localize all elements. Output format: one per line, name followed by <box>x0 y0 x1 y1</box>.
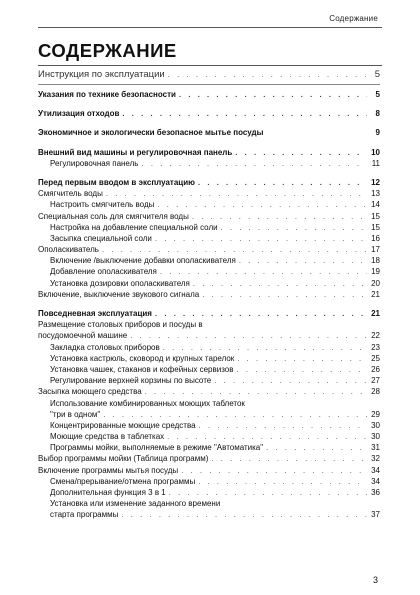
toc-entry-page: 13 <box>371 189 380 199</box>
header-rule <box>38 27 382 28</box>
toc-entry-page: 25 <box>371 353 380 363</box>
toc-entry-title: Настройка на добавление специальной соли <box>50 222 218 232</box>
toc-entry-title: Использование комбинированных моющих таблеток <box>50 398 245 408</box>
title-rule <box>38 65 382 66</box>
toc-entry-page: 30 <box>371 420 380 430</box>
toc-entry-title: Перед первым вводом в эксплуатацию <box>38 177 195 187</box>
toc-leader-dots <box>155 308 367 319</box>
toc-entry-title: Установка кастрюль, сковород и крупных тарелок <box>50 353 235 363</box>
toc-leader-dots <box>169 487 367 498</box>
toc-entry[interactable] <box>38 442 380 453</box>
toc-entry[interactable] <box>38 177 380 188</box>
toc-entry-title: Включение /выключение добавки ополаскивателя <box>50 256 236 266</box>
toc-leader-dots <box>198 476 367 487</box>
toc-entry-title: Внешний вид машины и регулировочная панель <box>38 147 233 157</box>
toc-entry-title: старта программы <box>50 510 119 520</box>
toc-entry-page: 27 <box>371 376 380 386</box>
toc-leader-dots <box>106 188 367 199</box>
toc-entry-title: Специальная соль для смягчителя воды <box>38 211 189 221</box>
toc-entry[interactable] <box>38 375 380 386</box>
toc-leader-dots <box>211 453 367 464</box>
toc-entry-title: Экономичное и экологически безопасное мытье посуды <box>38 128 264 138</box>
toc-entry-page: 29 <box>371 409 380 419</box>
toc-entry[interactable] <box>38 68 380 81</box>
toc-entry[interactable] <box>38 233 380 244</box>
toc-entry-title: Концентрированные моющие средства <box>50 420 196 430</box>
toc-entry-page: 18 <box>371 256 380 266</box>
toc-entry-title: Утилизация отходов <box>38 109 120 119</box>
toc-entry-page: 5 <box>374 69 380 80</box>
toc-entry[interactable] <box>38 244 380 255</box>
toc-entry-page: 31 <box>371 443 380 453</box>
toc-entry-page: 26 <box>371 364 380 374</box>
toc-entry-title: Добавление ополаскивателя <box>50 267 157 277</box>
toc-entry[interactable] <box>38 158 380 169</box>
toc-leader-dots <box>122 108 367 119</box>
toc-entry-page: 11 <box>371 158 380 168</box>
toc-entry-title: Моющие средства в таблетках <box>50 432 165 442</box>
toc-leader-dots <box>163 342 367 353</box>
toc-entry-title: Дополнительная функция 3 в 1 <box>50 488 166 497</box>
toc-entry-page: 14 <box>371 200 380 210</box>
toc-entry[interactable] <box>38 330 380 341</box>
toc-entry-title: Настроить смягчитель воды <box>50 200 155 210</box>
toc-entry[interactable] <box>38 266 380 277</box>
toc-leader-dots <box>121 509 367 520</box>
toc-leader-dots <box>198 177 367 188</box>
toc-leader-dots <box>130 330 367 341</box>
toc-entry-page: 9 <box>375 128 380 138</box>
toc-entry-page: 12 <box>371 177 380 187</box>
toc-entry-page: 20 <box>371 278 380 288</box>
toc-entry[interactable] <box>38 289 380 300</box>
page-title: СОДЕРЖАНИЕ <box>38 40 177 61</box>
toc-entry[interactable] <box>38 308 380 319</box>
toc-entry-page: 15 <box>371 211 380 221</box>
toc-entry-title: Регулирование верхней корзины по высоте <box>50 376 212 386</box>
toc-entry-title: посудомоечной машине <box>38 331 128 341</box>
toc-entry-page: 23 <box>371 342 380 352</box>
toc-entry[interactable] <box>38 386 380 397</box>
toc-leader-dots <box>155 233 367 244</box>
toc-entry[interactable] <box>38 147 380 158</box>
toc-entry-page: 30 <box>371 432 380 442</box>
toc-leader-dots <box>202 289 367 300</box>
toc-entry[interactable] <box>38 498 380 509</box>
toc-entry-title: Включение, выключение звукового сигнала <box>38 289 200 299</box>
toc-entry[interactable] <box>38 364 380 375</box>
toc-entry-page: 17 <box>371 245 380 255</box>
toc-entry-page: 28 <box>371 387 380 397</box>
toc-entry-title: Смена/прерывание/отмена программы <box>50 476 196 486</box>
toc-entry-title: Включение программы мытья посуды <box>38 465 179 475</box>
toc-entry[interactable] <box>38 89 380 100</box>
toc-entry-page: 37 <box>371 510 380 520</box>
toc-entry[interactable] <box>38 398 380 409</box>
toc-leader-dots <box>141 158 367 169</box>
toc-leader-dots <box>168 68 367 81</box>
toc-leader-dots <box>102 244 367 255</box>
toc-entry[interactable] <box>38 487 380 498</box>
toc-entry-page: 36 <box>371 488 380 497</box>
toc-leader-dots <box>266 442 367 453</box>
toc-entry[interactable] <box>38 127 380 138</box>
toc-entry-title: Установка или изменение заданного времени <box>50 499 221 509</box>
toc-leader-dots <box>181 465 367 476</box>
toc-entry[interactable] <box>38 188 380 199</box>
toc-entry-page: 5 <box>375 90 380 99</box>
toc-entry-title: Засыпка моющего средства <box>38 387 142 397</box>
toc-leader-dots <box>236 364 367 375</box>
toc-entry-page: 32 <box>371 454 380 464</box>
toc-entry[interactable] <box>38 211 380 222</box>
toc-leader-dots <box>160 266 367 277</box>
toc-entry-title: Программы мойки, выполняемые в режиме "Автоматика" <box>50 443 264 453</box>
toc-entry[interactable] <box>38 108 380 119</box>
toc-entry-page: 15 <box>371 222 380 232</box>
toc-entry-title: Закладка столовых приборов <box>50 342 160 352</box>
toc-entry-page: 34 <box>371 465 380 475</box>
toc-entry-title: Засыпка специальной соли <box>50 233 152 243</box>
toc-entry[interactable] <box>38 353 380 364</box>
toc-entry-title: Выбор программы мойки (Таблица программ) <box>38 454 209 464</box>
table-of-contents <box>38 68 380 521</box>
toc-entry-title: Установка дозировки ополаскивателя <box>50 278 190 288</box>
toc-entry[interactable] <box>38 476 380 487</box>
toc-entry-page: 21 <box>371 289 380 299</box>
toc-entry[interactable] <box>38 255 380 266</box>
toc-leader-dots <box>237 353 367 364</box>
toc-entry[interactable] <box>38 509 380 520</box>
toc-entry-title: Смягчитель воды <box>38 189 103 199</box>
toc-leader-dots <box>239 255 367 266</box>
toc-entry-page: 34 <box>371 476 380 486</box>
toc-entry-title: Ополаскиватель <box>38 245 99 255</box>
toc-entry-title: Указания по технике безопасности <box>38 90 176 99</box>
toc-entry-title: Инструкция по эксплуатации <box>38 69 165 80</box>
toc-entry-title: Размещение столовых приборов и посуды в <box>38 320 203 330</box>
toc-leader-dots <box>179 89 367 100</box>
toc-entry-page: 10 <box>371 147 380 157</box>
toc-entry-page: 22 <box>371 331 380 341</box>
toc-entry-page: 16 <box>371 233 380 243</box>
toc-entry[interactable] <box>38 420 380 431</box>
toc-leader-dots <box>167 431 367 442</box>
toc-entry-page: 19 <box>371 267 380 277</box>
toc-leader-dots <box>199 420 367 431</box>
toc-entry-page: 8 <box>375 109 380 119</box>
toc-leader-dots <box>214 375 367 386</box>
toc-entry-title: Установка чашек, стаканов и кофейных сервизов <box>50 364 234 374</box>
toc-entry[interactable] <box>38 431 380 442</box>
toc-entry[interactable] <box>38 465 380 476</box>
toc-entry-title: Регулировочная панель <box>50 158 139 168</box>
toc-entry[interactable] <box>38 342 380 353</box>
toc-leader-dots <box>103 409 367 420</box>
toc-leader-dots <box>145 386 367 397</box>
toc-leader-dots <box>157 199 367 210</box>
toc-entry[interactable] <box>38 453 380 464</box>
toc-entry-page: 21 <box>371 309 380 318</box>
toc-entry-title: "три в одном" <box>50 409 101 419</box>
toc-leader-dots <box>221 222 367 233</box>
toc-entry-title: Повседневная эксплуатация <box>38 309 152 318</box>
toc-entry[interactable] <box>38 222 380 233</box>
toc-leader-dots <box>235 147 367 158</box>
page-number: 3 <box>372 575 378 585</box>
toc-leader-dots <box>193 278 367 289</box>
running-header: Содержание <box>329 14 378 23</box>
toc-entry[interactable] <box>38 409 380 420</box>
toc-entry[interactable] <box>38 199 380 210</box>
toc-entry[interactable] <box>38 278 380 289</box>
toc-entry[interactable] <box>38 319 380 330</box>
toc-leader-dots <box>192 211 367 222</box>
